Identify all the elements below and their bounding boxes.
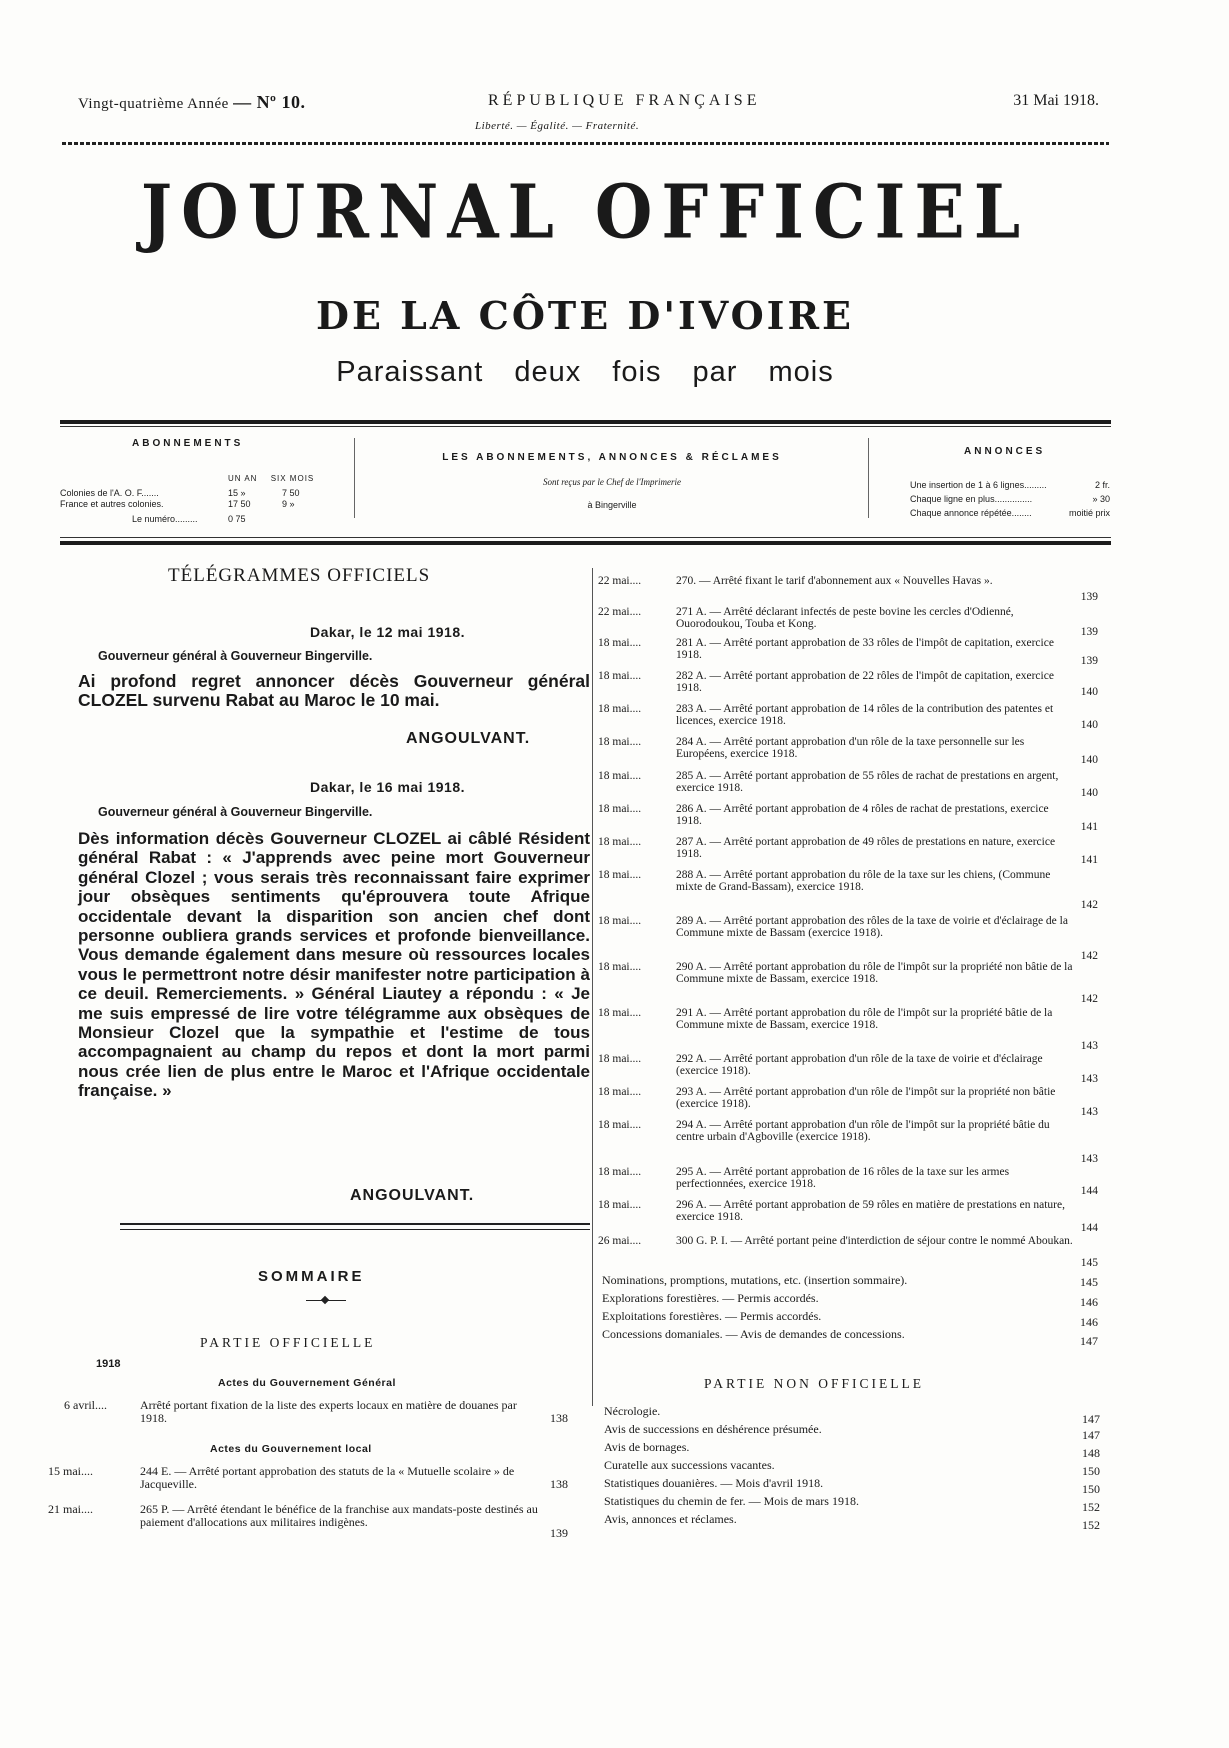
republic-label: RÉPUBLIQUE FRANÇAISE	[488, 92, 761, 109]
entry-page: 144	[1080, 1185, 1098, 1197]
tarif-label: France et autres colonies.	[60, 499, 164, 509]
entry-page: 148	[1082, 1446, 1100, 1460]
telegram-2-address: Gouverneur général à Gouverneur Bingerville.	[98, 805, 373, 819]
entry-date: 15 mai....	[48, 1464, 93, 1478]
center-title: LES ABONNEMENTS, ANNONCES & RÉCLAMES	[442, 452, 782, 463]
entry-page: 139	[550, 1526, 568, 1540]
band-top-rule	[60, 420, 1111, 424]
tarif-label: Le numéro.........	[132, 514, 198, 524]
abonnements-box	[60, 430, 350, 526]
entry-page: 138	[550, 1477, 568, 1491]
top-line	[78, 92, 1099, 114]
entry-page: 140	[1080, 686, 1098, 698]
entry-page: 147	[1082, 1412, 1100, 1426]
tarif-label: Colonies de l'A. O. F.......	[60, 488, 159, 498]
entry-page: 140	[1080, 754, 1098, 766]
entry-text: 281 A. — Arrêté portant approbation de 33 rôles de l'impôt de capitation, exercice 1918.	[676, 637, 1054, 661]
entry-page: 142	[1080, 950, 1098, 962]
entry-text: 286 A. — Arrêté portant approbation de 4 rôles de rachat de prestations, exercice 1918.	[676, 803, 1049, 827]
header-rule	[62, 142, 1109, 145]
issue-date: 31 Mai 1918.	[1013, 92, 1099, 109]
entry-date: 18 mai....	[598, 670, 642, 682]
entry-text: Nécrologie.	[604, 1404, 661, 1418]
center-box	[358, 430, 866, 526]
entry-page: 143	[1080, 1153, 1098, 1165]
entry-page: 142	[1080, 899, 1098, 911]
entry-date: 18 mai....	[598, 869, 642, 881]
entry-text: Avis de successions en déshérence présumée.	[604, 1422, 822, 1436]
entry-text: Statistiques du chemin de fer. — Mois de mars 1918.	[604, 1494, 859, 1508]
band-bottom-thin-rule	[60, 537, 1111, 538]
entry-page: 145	[1080, 1257, 1098, 1269]
entry-text: 292 A. — Arrêté portant approbation d'un rôle de la taxe de voirie et d'éclairage (exercice 1918).	[676, 1053, 1043, 1077]
non-officielle-entry	[604, 1476, 1100, 1496]
tarif-un-an: 15 »	[228, 488, 246, 498]
annonce-label: Chaque ligne en plus...............	[910, 494, 1033, 504]
non-officielle-entry	[604, 1422, 1100, 1442]
entry-page: 142	[1080, 993, 1098, 1005]
band-bottom-rule	[60, 541, 1111, 545]
non-officielle-entry	[604, 1458, 1100, 1478]
entry-page: 143	[1080, 1040, 1098, 1052]
annonce-value: moitié prix	[1068, 508, 1110, 518]
annonce-value: » 30	[1092, 494, 1110, 504]
non-officielle-entry	[604, 1404, 1100, 1426]
entry-date: 18 mai....	[598, 1086, 642, 1098]
year-number	[78, 92, 306, 113]
actes-gouvernement-local: Actes du Gouvernement local	[210, 1443, 372, 1455]
entry-page: 139	[1080, 626, 1098, 638]
entry-page: 150	[1082, 1464, 1100, 1478]
annonce-row	[910, 508, 1110, 518]
entry-text: 291 A. — Arrêté portant approbation du rôle de l'impôt sur la propriété bâtie de la Commune mixte de Bassam, exercice 1918.	[676, 1007, 1053, 1031]
entry-text: 270. — Arrêté fixant le tarif d'abonnement aux « Nouvelles Havas ».	[676, 575, 993, 587]
entry-page: 145	[1080, 1275, 1098, 1289]
col-un-an: UN AN	[228, 474, 258, 483]
annonce-label: Une insertion de 1 à 6 lignes.........	[910, 480, 1047, 490]
entry-text: 285 A. — Arrêté portant approbation de 55 rôles de rachat de prestations en argent, exercice 1918.	[676, 770, 1059, 794]
masthead-title: JOURNAL OFFICIEL	[140, 168, 1030, 256]
entry-date: 18 mai....	[598, 836, 642, 848]
entry-text: 293 A. — Arrêté portant approbation d'un rôle de l'impôt sur la propriété non bâtie (exercice 1918).	[676, 1086, 1056, 1110]
telegrammes-title: TÉLÉGRAMMES OFFICIELS	[168, 565, 431, 586]
entry-text: Nominations, promptions, mutations, etc. (insertion sommaire).	[602, 1273, 908, 1287]
telegram-1-place: Dakar, le 12 mai 1918.	[310, 624, 465, 640]
telegram-2-body: Dès information décès Gouverneur CLOZEL ai câblé Résident général Rabat : « J'apprends avec peine mort Gouverneur général Clozel ; vous serais très reconnaissant faire exprimer jour obsèques sentiments qu'éprouvera toute Afrique occidentale devant la disparition son ancien chef dont personne oubliera grands services et profonde bienveillance. Vous demande également dans mesure où ressources locales vous le permettront notre désir manifester notre participation à ce deuil. Remerciements. » Général Liautey a répondu : « Je me suis empressé de lire votre télégramme aux obsèques de Monsieur Clozel que la sympathie et l'estime de tous accompagnaient au champ du repos et dont la mort parmi nous crée lien de plus entre le Maroc et l'Afrique occidentale française. »	[78, 829, 590, 1101]
entry-date: 18 mai....	[598, 961, 642, 973]
entry-page: 147	[1082, 1428, 1100, 1442]
entry-page: 150	[1082, 1482, 1100, 1496]
entry-date: 18 mai....	[598, 1199, 642, 1211]
entry-text: Avis de bornages.	[604, 1440, 690, 1454]
entry-text: Curatelle aux successions vacantes.	[604, 1458, 775, 1472]
entry-page: 152	[1082, 1518, 1100, 1532]
tarif-un-an: 17 50	[228, 499, 251, 509]
entry-page: 143	[1080, 1073, 1098, 1085]
entry-text: 244 E. — Arrêté portant approbation des statuts de la « Mutuelle scolaire » de Jacqueville.	[140, 1464, 515, 1491]
entry-page: 146	[1080, 1315, 1098, 1329]
non-officielle-entry	[604, 1494, 1100, 1514]
entry-date: 18 mai....	[598, 1053, 642, 1065]
non-officielle-entry	[604, 1512, 1100, 1532]
entry-text: Explorations forestières. — Permis accordés.	[602, 1291, 819, 1305]
entry-text: 288 A. — Arrêté portant approbation du rôle de la taxe sur les chiens, (Commune mixte de Grand-Bassam), exercice 1918.	[676, 869, 1051, 893]
tarif-six-mois: 9 »	[282, 499, 295, 509]
telegram-2-place: Dakar, le 16 mai 1918.	[310, 779, 465, 795]
masthead-tagline: Paraissant deux fois par mois	[336, 356, 834, 388]
entry-text: 289 A. — Arrêté portant approbation des rôles de la taxe de voirie et d'éclairage de la Commune mixte de Bassam (exercice 1918).	[676, 915, 1068, 939]
entry-page: 140	[1080, 719, 1098, 731]
entry-date: 18 mai....	[598, 770, 642, 782]
entry-page: 141	[1080, 854, 1098, 866]
center-line-1: Sont reçus par le Chef de l'Imprimerie	[542, 477, 682, 487]
actes-gouvernement-general: Actes du Gouvernement Général	[218, 1377, 396, 1389]
year-label: Vingt-quatrième Année	[78, 96, 229, 112]
entry-page: 138	[550, 1411, 568, 1425]
entry-page: 147	[1080, 1334, 1098, 1348]
entry-date: 18 mai....	[598, 1166, 642, 1178]
entry-text: 283 A. — Arrêté portant approbation de 14 rôles de la contribution des patentes et licences, exercice 1918.	[676, 703, 1054, 727]
entry-page: 139	[1080, 591, 1098, 603]
entry-date: 22 mai....	[598, 606, 642, 618]
entry-page: 139	[1080, 655, 1098, 667]
entry-text: 282 A. — Arrêté portant approbation de 22 rôles de l'impôt de capitation, exercice 1918.	[676, 670, 1054, 694]
entry-text: 294 A. — Arrêté portant approbation d'un rôle de l'impôt sur la propriété bâtie du centre urbain d'Agboville (exercice 1918).	[676, 1119, 1050, 1143]
entry-page: 152	[1082, 1500, 1100, 1514]
motto: Liberté. — Égalité. — Fraternité.	[475, 120, 640, 132]
entry-date: 18 mai....	[598, 803, 642, 815]
entry-text: Statistiques douanières. — Mois d'avril 1918.	[604, 1476, 824, 1490]
entry-text: Avis, annonces et réclames.	[604, 1512, 737, 1526]
annonce-row	[910, 494, 1110, 504]
tarif-un-an: 0 75	[228, 514, 246, 524]
band-separator	[868, 438, 869, 518]
entry-text: Exploitations forestières. — Permis accordés.	[602, 1309, 822, 1323]
entry-page: 144	[1080, 1222, 1098, 1234]
col-six-mois: SIX MOIS	[270, 474, 315, 483]
entry-date: 18 mai....	[598, 915, 642, 927]
sommaire-title: SOMMAIRE	[258, 1268, 365, 1285]
telegram-2-signature: ANGOULVANT.	[350, 1187, 475, 1204]
entry-date: 22 mai....	[598, 575, 642, 587]
sommaire-entry	[48, 1399, 568, 1427]
sommaire-rule	[120, 1223, 590, 1230]
entry-text: Arrêté portant fixation de la liste des experts locaux en matière de douanes par 1918.	[140, 1398, 517, 1425]
annonce-label: Chaque annonce répétée........	[910, 508, 1032, 518]
ornament-icon	[306, 1300, 346, 1301]
abonnements-header	[228, 474, 324, 483]
sommaire-entry	[48, 1502, 568, 1540]
partie-officielle-title: PARTIE OFFICIELLE	[200, 1335, 376, 1350]
entry-text: 284 A. — Arrêté portant approbation d'un rôle de la taxe personnelle sur les Européens, exercice 1918.	[676, 736, 1025, 760]
column-separator	[592, 568, 593, 1406]
entry-page: 146	[1080, 1295, 1098, 1309]
entry-date: 18 mai....	[598, 736, 642, 748]
entry-date: 21 mai....	[48, 1502, 93, 1516]
entry-text: 271 A. — Arrêté déclarant infectés de peste bovine les cercles d'Odienné, Ouorodoukou, Touba et Kong.	[676, 606, 1014, 630]
tarif-six-mois: 7 50	[282, 488, 300, 498]
center-line-2: à Bingerville	[587, 500, 637, 510]
entry-text: 290 A. — Arrêté portant approbation du rôle de l'impôt sur la propriété non bâtie de la Commune mixte de Bassam, exercice 1918.	[676, 961, 1073, 985]
issue-number: — Nº 10.	[233, 92, 306, 112]
entry-date: 26 mai....	[598, 1235, 642, 1247]
entry-page: 140	[1080, 787, 1098, 799]
entry-date: 18 mai....	[598, 703, 642, 715]
entry-text: 287 A. — Arrêté portant approbation de 49 rôles de prestations en nature, exercice 1918.	[676, 836, 1056, 860]
partie-non-officielle-title: PARTIE NON OFFICIELLE	[704, 1376, 924, 1391]
entry-date: 18 mai....	[598, 1007, 642, 1019]
entry-date: 18 mai....	[598, 1119, 642, 1131]
entry-text: 300 G. P. I. — Arrêté portant peine d'interdiction de séjour contre le nommé Aboukan.	[676, 1235, 1073, 1247]
sommaire-year: 1918	[96, 1358, 121, 1370]
telegram-1-signature: ANGOULVANT.	[406, 730, 531, 747]
entry-text: 296 A. — Arrêté portant approbation de 59 rôles en matière de prestations en nature, exercice 1918.	[676, 1199, 1065, 1223]
band-separator	[354, 438, 355, 518]
non-officielle-entry	[604, 1440, 1100, 1460]
annonces-title: ANNONCES	[964, 446, 1046, 457]
masthead-subtitle: DE LA CÔTE D'IVOIRE	[316, 293, 854, 338]
band-top-thin-rule	[60, 426, 1111, 427]
telegram-1-address: Gouverneur général à Gouverneur Bingerville.	[98, 649, 373, 663]
entry-text: 295 A. — Arrêté portant approbation de 16 rôles de la taxe sur les armes perfectionnées, exercice 1918.	[676, 1166, 1010, 1190]
entry-page: 141	[1080, 821, 1098, 833]
subscription-band	[60, 430, 1112, 528]
entry-page: 143	[1080, 1106, 1098, 1118]
annonce-value: 2 fr.	[1094, 480, 1110, 490]
telegram-1-body: Ai profond regret annoncer décès Gouverneur général CLOZEL survenu Rabat au Maroc le 10 mai.	[78, 671, 590, 711]
annonces-box	[872, 430, 1112, 526]
entry-text: Concessions domaniales. — Avis de demandes de concessions.	[602, 1327, 905, 1341]
annonce-row	[910, 480, 1110, 490]
entry-date: 18 mai....	[598, 637, 642, 649]
sommaire-entry	[48, 1465, 568, 1493]
entry-date: 6 avril....	[64, 1398, 107, 1412]
abonnements-title: ABONNEMENTS	[132, 438, 244, 449]
entry-text: 265 P. — Arrêté étendant le bénéfice de la franchise aux mandats-poste destinés au paiement d'allocations aux militaires indigènes.	[140, 1502, 538, 1529]
